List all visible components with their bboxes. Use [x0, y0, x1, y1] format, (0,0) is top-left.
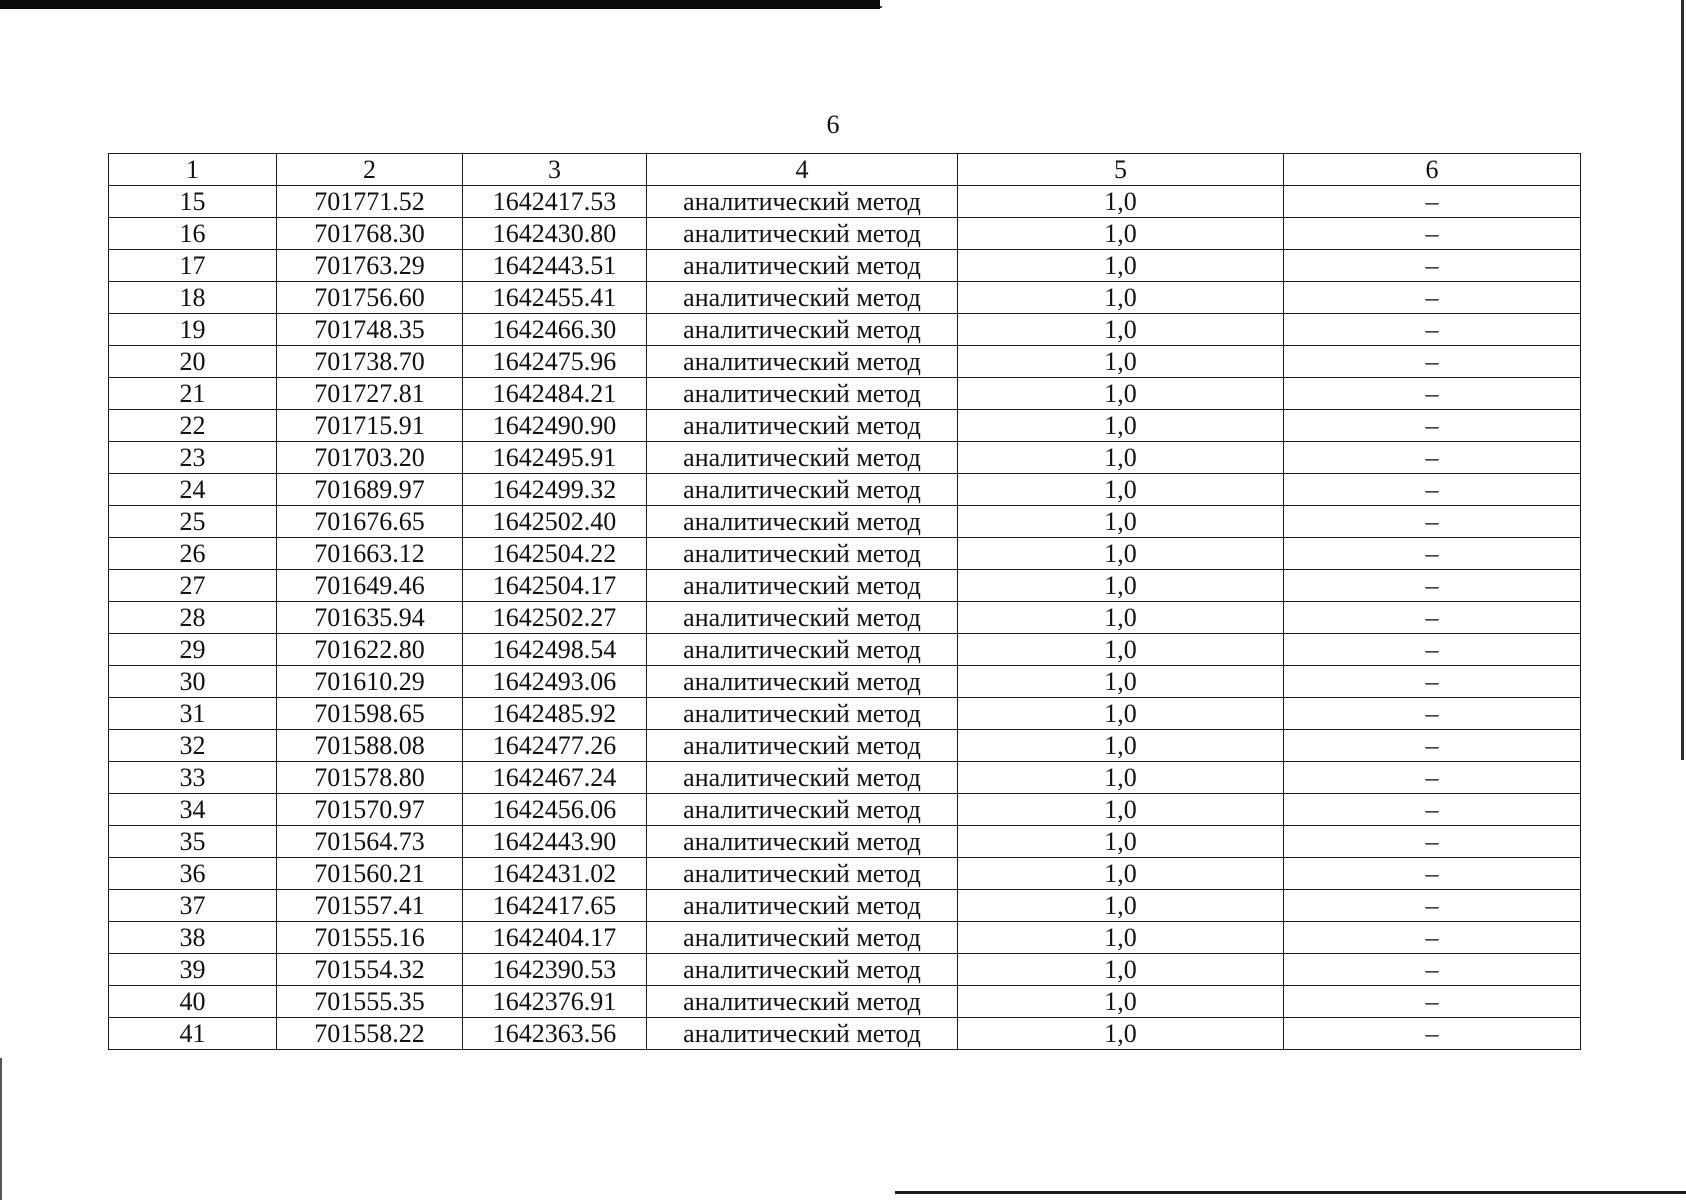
cell-point-number: 30 [109, 666, 277, 698]
cell-method: аналитический метод [647, 218, 958, 250]
cell-accuracy: 1,0 [958, 442, 1284, 474]
cell-note: – [1284, 1018, 1581, 1050]
cell-coordinate-x: 701560.21 [277, 858, 463, 890]
cell-note: – [1284, 218, 1581, 250]
table-row [109, 378, 1581, 410]
cell-note: – [1284, 378, 1581, 410]
cell-coordinate-y: 1642443.90 [463, 826, 647, 858]
cell-point-number: 28 [109, 602, 277, 634]
table-row [109, 666, 1581, 698]
cell-coordinate-y: 1642495.91 [463, 442, 647, 474]
cell-accuracy: 1,0 [958, 250, 1284, 282]
cell-accuracy: 1,0 [958, 186, 1284, 218]
cell-point-number: 23 [109, 442, 277, 474]
cell-accuracy: 1,0 [958, 858, 1284, 890]
cell-coordinate-x: 701663.12 [277, 538, 463, 570]
cell-coordinate-x: 701727.81 [277, 378, 463, 410]
cell-method: аналитический метод [647, 346, 958, 378]
cell-coordinate-y: 1642485.92 [463, 698, 647, 730]
cell-note: – [1284, 314, 1581, 346]
cell-accuracy: 1,0 [958, 922, 1284, 954]
cell-method: аналитический метод [647, 890, 958, 922]
scan-border-left [0, 1058, 2, 1200]
cell-note: – [1284, 474, 1581, 506]
cell-note: – [1284, 794, 1581, 826]
cell-accuracy: 1,0 [958, 826, 1284, 858]
table-row [109, 602, 1581, 634]
table-body [109, 186, 1581, 1050]
cell-note: – [1284, 602, 1581, 634]
table-row [109, 634, 1581, 666]
cell-point-number: 39 [109, 954, 277, 986]
table-row [109, 890, 1581, 922]
cell-coordinate-y: 1642376.91 [463, 986, 647, 1018]
cell-point-number: 21 [109, 378, 277, 410]
cell-coordinate-x: 701610.29 [277, 666, 463, 698]
cell-coordinate-y: 1642430.80 [463, 218, 647, 250]
cell-coordinate-x: 701768.30 [277, 218, 463, 250]
cell-note: – [1284, 250, 1581, 282]
cell-note: – [1284, 858, 1581, 890]
cell-accuracy: 1,0 [958, 794, 1284, 826]
cell-point-number: 31 [109, 698, 277, 730]
cell-coordinate-y: 1642456.06 [463, 794, 647, 826]
cell-coordinate-x: 701570.97 [277, 794, 463, 826]
cell-coordinate-y: 1642417.53 [463, 186, 647, 218]
cell-coordinate-x: 701588.08 [277, 730, 463, 762]
cell-coordinate-x: 701703.20 [277, 442, 463, 474]
cell-note: – [1284, 186, 1581, 218]
cell-coordinate-x: 701748.35 [277, 314, 463, 346]
column-header-5: 5 [958, 154, 1284, 186]
cell-method: аналитический метод [647, 826, 958, 858]
table-row [109, 410, 1581, 442]
cell-method: аналитический метод [647, 794, 958, 826]
page-number: 6 [826, 110, 840, 139]
cell-point-number: 40 [109, 986, 277, 1018]
column-header-2: 2 [277, 154, 463, 186]
scan-border-top [0, 0, 880, 9]
table-header-row [109, 154, 1581, 186]
table-row [109, 506, 1581, 538]
cell-method: аналитический метод [647, 506, 958, 538]
cell-point-number: 38 [109, 922, 277, 954]
cell-coordinate-x: 701557.41 [277, 890, 463, 922]
cell-coordinate-x: 701738.70 [277, 346, 463, 378]
cell-coordinate-x: 701622.80 [277, 634, 463, 666]
cell-coordinate-x: 701689.97 [277, 474, 463, 506]
table-row [109, 346, 1581, 378]
cell-method: аналитический метод [647, 858, 958, 890]
cell-method: аналитический метод [647, 730, 958, 762]
cell-method: аналитический метод [647, 378, 958, 410]
cell-method: аналитический метод [647, 666, 958, 698]
cell-coordinate-x: 701598.65 [277, 698, 463, 730]
cell-coordinate-y: 1642390.53 [463, 954, 647, 986]
cell-point-number: 34 [109, 794, 277, 826]
cell-note: – [1284, 890, 1581, 922]
cell-note: – [1284, 698, 1581, 730]
table-row [109, 794, 1581, 826]
cell-method: аналитический метод [647, 1018, 958, 1050]
cell-point-number: 17 [109, 250, 277, 282]
cell-note: – [1284, 986, 1581, 1018]
cell-note: – [1284, 538, 1581, 570]
cell-coordinate-y: 1642431.02 [463, 858, 647, 890]
cell-point-number: 33 [109, 762, 277, 794]
cell-note: – [1284, 730, 1581, 762]
cell-method: аналитический метод [647, 954, 958, 986]
cell-note: – [1284, 922, 1581, 954]
table-row [109, 218, 1581, 250]
cell-coordinate-x: 701554.32 [277, 954, 463, 986]
cell-point-number: 26 [109, 538, 277, 570]
table-row [109, 698, 1581, 730]
cell-coordinate-y: 1642502.40 [463, 506, 647, 538]
cell-point-number: 16 [109, 218, 277, 250]
cell-accuracy: 1,0 [958, 762, 1284, 794]
cell-point-number: 32 [109, 730, 277, 762]
cell-point-number: 41 [109, 1018, 277, 1050]
cell-coordinate-y: 1642504.22 [463, 538, 647, 570]
cell-accuracy: 1,0 [958, 986, 1284, 1018]
cell-accuracy: 1,0 [958, 314, 1284, 346]
cell-point-number: 24 [109, 474, 277, 506]
column-header-4: 4 [647, 154, 958, 186]
table-row [109, 826, 1581, 858]
cell-note: – [1284, 506, 1581, 538]
column-header-6: 6 [1284, 154, 1581, 186]
scan-border-top-tail [880, 6, 882, 8]
cell-method: аналитический метод [647, 986, 958, 1018]
cell-coordinate-y: 1642467.24 [463, 762, 647, 794]
cell-coordinate-y: 1642504.17 [463, 570, 647, 602]
cell-coordinate-y: 1642490.90 [463, 410, 647, 442]
table-row [109, 922, 1581, 954]
cell-method: аналитический метод [647, 570, 958, 602]
cell-method: аналитический метод [647, 634, 958, 666]
cell-point-number: 19 [109, 314, 277, 346]
cell-point-number: 15 [109, 186, 277, 218]
cell-coordinate-y: 1642477.26 [463, 730, 647, 762]
cell-coordinate-x: 701676.65 [277, 506, 463, 538]
cell-coordinate-y: 1642502.27 [463, 602, 647, 634]
cell-method: аналитический метод [647, 410, 958, 442]
cell-coordinate-y: 1642498.54 [463, 634, 647, 666]
cell-accuracy: 1,0 [958, 666, 1284, 698]
cell-method: аналитический метод [647, 698, 958, 730]
cell-note: – [1284, 762, 1581, 794]
cell-note: – [1284, 826, 1581, 858]
table-row [109, 314, 1581, 346]
cell-method: аналитический метод [647, 250, 958, 282]
cell-note: – [1284, 442, 1581, 474]
table-row [109, 538, 1581, 570]
cell-coordinate-y: 1642493.06 [463, 666, 647, 698]
table-row [109, 282, 1581, 314]
cell-coordinate-x: 701635.94 [277, 602, 463, 634]
cell-method: аналитический метод [647, 474, 958, 506]
cell-accuracy: 1,0 [958, 890, 1284, 922]
cell-note: – [1284, 282, 1581, 314]
cell-accuracy: 1,0 [958, 1018, 1284, 1050]
cell-accuracy: 1,0 [958, 634, 1284, 666]
cell-coordinate-x: 701763.29 [277, 250, 463, 282]
cell-method: аналитический метод [647, 314, 958, 346]
cell-accuracy: 1,0 [958, 698, 1284, 730]
cell-method: аналитический метод [647, 282, 958, 314]
cell-coordinate-x: 701564.73 [277, 826, 463, 858]
table-row [109, 730, 1581, 762]
cell-accuracy: 1,0 [958, 346, 1284, 378]
table-row [109, 474, 1581, 506]
cell-coordinate-x: 701578.80 [277, 762, 463, 794]
cell-coordinate-y: 1642455.41 [463, 282, 647, 314]
cell-point-number: 37 [109, 890, 277, 922]
cell-coordinate-y: 1642475.96 [463, 346, 647, 378]
column-header-1: 1 [109, 154, 277, 186]
table-row [109, 250, 1581, 282]
coordinates-table [108, 153, 1581, 1050]
cell-accuracy: 1,0 [958, 474, 1284, 506]
cell-coordinate-y: 1642417.65 [463, 890, 647, 922]
scan-border-bottom [895, 1191, 1686, 1194]
cell-coordinate-y: 1642443.51 [463, 250, 647, 282]
cell-coordinate-x: 701771.52 [277, 186, 463, 218]
cell-point-number: 18 [109, 282, 277, 314]
table-row [109, 858, 1581, 890]
cell-accuracy: 1,0 [958, 506, 1284, 538]
cell-point-number: 25 [109, 506, 277, 538]
cell-coordinate-x: 701649.46 [277, 570, 463, 602]
cell-coordinate-x: 701756.60 [277, 282, 463, 314]
column-header-3: 3 [463, 154, 647, 186]
cell-method: аналитический метод [647, 186, 958, 218]
cell-note: – [1284, 666, 1581, 698]
cell-method: аналитический метод [647, 762, 958, 794]
cell-note: – [1284, 570, 1581, 602]
table-row [109, 762, 1581, 794]
cell-method: аналитический метод [647, 922, 958, 954]
cell-coordinate-y: 1642466.30 [463, 314, 647, 346]
cell-note: – [1284, 634, 1581, 666]
cell-accuracy: 1,0 [958, 538, 1284, 570]
scan-border-right [1681, 0, 1684, 760]
table-row [109, 570, 1581, 602]
cell-point-number: 29 [109, 634, 277, 666]
cell-point-number: 20 [109, 346, 277, 378]
cell-method: аналитический метод [647, 442, 958, 474]
table-row [109, 442, 1581, 474]
cell-accuracy: 1,0 [958, 218, 1284, 250]
cell-point-number: 27 [109, 570, 277, 602]
cell-coordinate-x: 701715.91 [277, 410, 463, 442]
cell-method: аналитический метод [647, 602, 958, 634]
cell-point-number: 35 [109, 826, 277, 858]
cell-accuracy: 1,0 [958, 954, 1284, 986]
cell-accuracy: 1,0 [958, 378, 1284, 410]
cell-coordinate-x: 701555.35 [277, 986, 463, 1018]
cell-coordinate-y: 1642363.56 [463, 1018, 647, 1050]
cell-accuracy: 1,0 [958, 602, 1284, 634]
cell-accuracy: 1,0 [958, 282, 1284, 314]
cell-method: аналитический метод [647, 538, 958, 570]
cell-accuracy: 1,0 [958, 570, 1284, 602]
table-row [109, 1018, 1581, 1050]
cell-note: – [1284, 346, 1581, 378]
cell-coordinate-x: 701558.22 [277, 1018, 463, 1050]
table-row [109, 186, 1581, 218]
cell-coordinate-y: 1642404.17 [463, 922, 647, 954]
cell-note: – [1284, 410, 1581, 442]
table-row [109, 986, 1581, 1018]
cell-point-number: 36 [109, 858, 277, 890]
cell-accuracy: 1,0 [958, 410, 1284, 442]
cell-accuracy: 1,0 [958, 730, 1284, 762]
cell-point-number: 22 [109, 410, 277, 442]
cell-coordinate-y: 1642499.32 [463, 474, 647, 506]
cell-note: – [1284, 954, 1581, 986]
table-row [109, 954, 1581, 986]
cell-coordinate-y: 1642484.21 [463, 378, 647, 410]
cell-coordinate-x: 701555.16 [277, 922, 463, 954]
